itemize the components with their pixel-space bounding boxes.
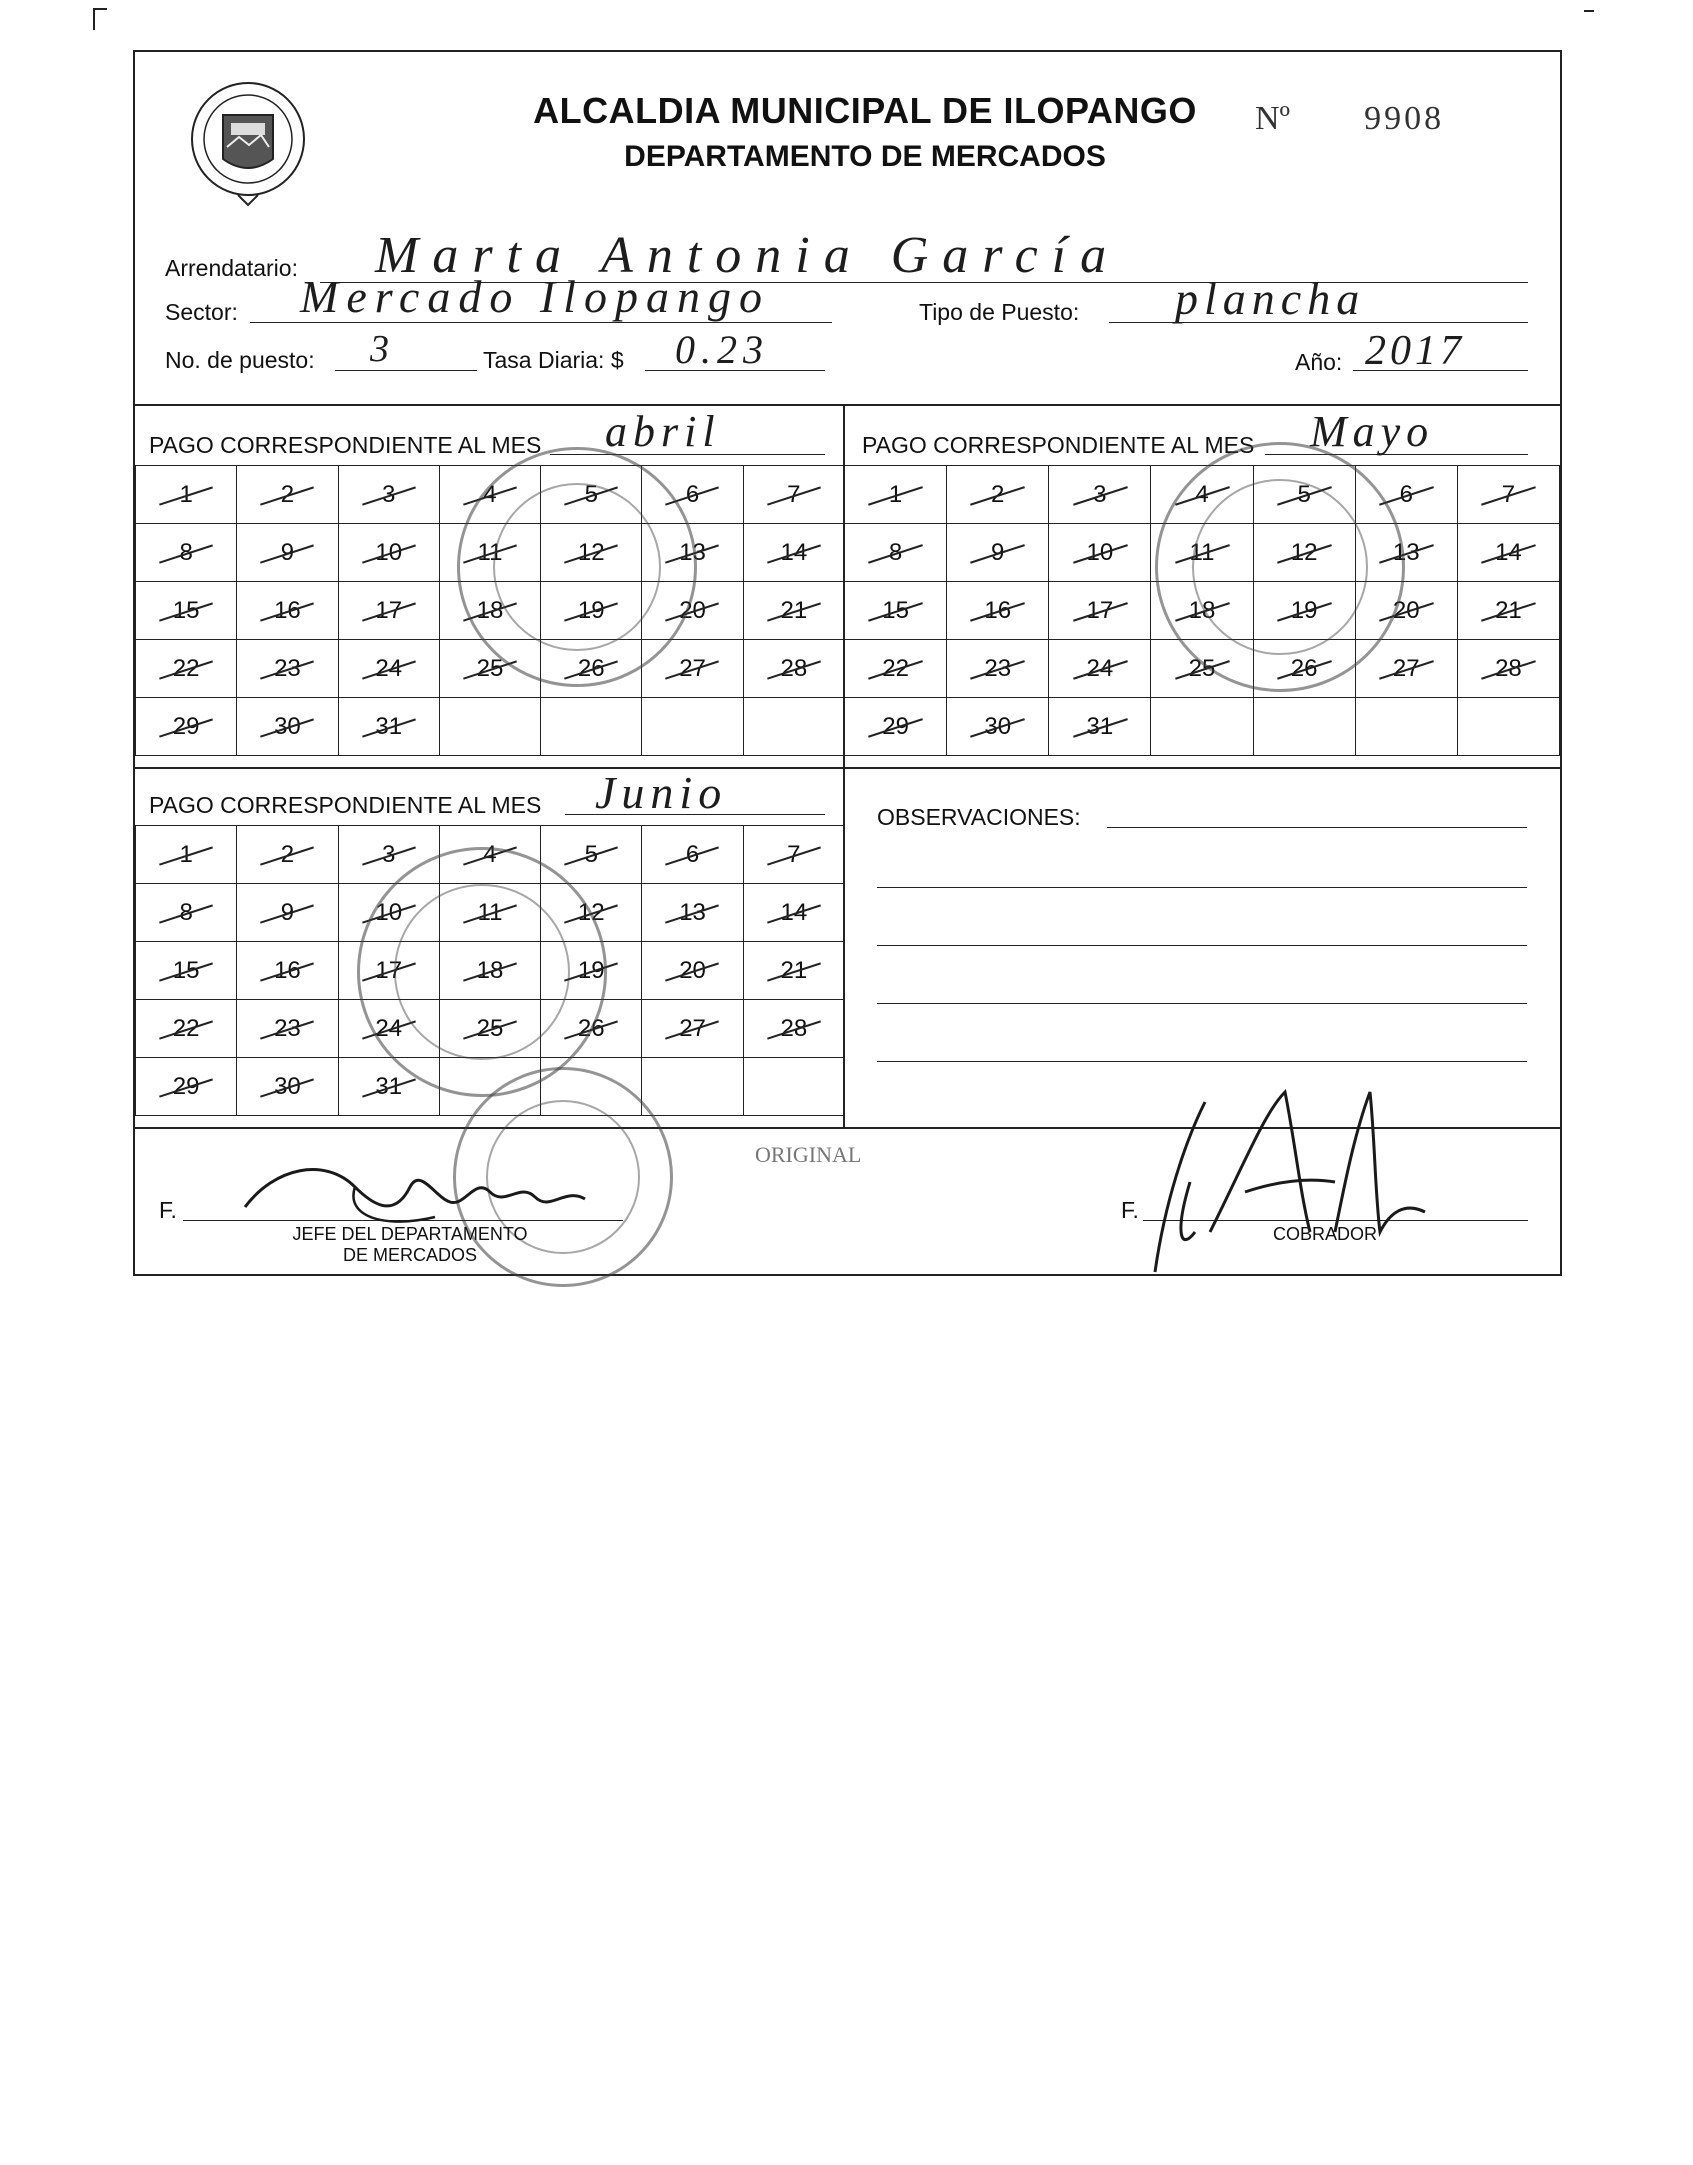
day-cell-14: 14 bbox=[743, 524, 844, 582]
month-1-name: abril bbox=[605, 407, 721, 456]
day-cell-23: 23 bbox=[237, 640, 338, 698]
cancelado-stamp-june bbox=[357, 847, 607, 1097]
empty-day-cell bbox=[1457, 698, 1559, 756]
day-cell-12: 12 bbox=[1253, 524, 1355, 582]
day-cell-9: 9 bbox=[237, 524, 338, 582]
month-2-label: PAGO CORRESPONDIENTE AL MES bbox=[862, 432, 1255, 458]
anio-label: Año: bbox=[1295, 349, 1343, 375]
arrendatario-label: Arrendatario: bbox=[165, 255, 298, 281]
day-cell-26: 26 bbox=[541, 1000, 642, 1058]
day-cell-6: 6 bbox=[1355, 466, 1457, 524]
sector-line bbox=[250, 322, 832, 323]
day-cell-12: 12 bbox=[541, 524, 642, 582]
day-cell-10: 10 bbox=[1049, 524, 1151, 582]
day-cell-3: 3 bbox=[338, 466, 439, 524]
tipo-puesto-value: plancha bbox=[1175, 273, 1366, 324]
day-cell-7: 7 bbox=[1457, 466, 1559, 524]
arrendatario-value: Marta Antonia García bbox=[375, 227, 1121, 284]
empty-day-cell bbox=[743, 1058, 844, 1116]
day-cell-30: 30 bbox=[237, 1058, 338, 1116]
header-separator bbox=[135, 404, 1560, 406]
original-copy-label: ORIGINAL bbox=[755, 1142, 862, 1167]
day-cell-31: 31 bbox=[338, 698, 439, 756]
day-cell-10: 10 bbox=[338, 884, 439, 942]
day-cell-29: 29 bbox=[136, 1058, 237, 1116]
day-cell-20: 20 bbox=[642, 942, 743, 1000]
day-row bbox=[845, 698, 1560, 756]
day-cell-16: 16 bbox=[947, 582, 1049, 640]
day-cell-20: 20 bbox=[642, 582, 743, 640]
day-cell-24: 24 bbox=[338, 640, 439, 698]
day-cell-27: 27 bbox=[642, 640, 743, 698]
day-cell-25: 25 bbox=[439, 640, 540, 698]
day-cell-5: 5 bbox=[1253, 466, 1355, 524]
observaciones-line-2 bbox=[877, 887, 1527, 888]
day-cell-25: 25 bbox=[1151, 640, 1253, 698]
tipo-puesto-label: Tipo de Puesto: bbox=[919, 299, 1080, 325]
day-cell-22: 22 bbox=[136, 1000, 237, 1058]
day-cell-19: 19 bbox=[1253, 582, 1355, 640]
day-cell-13: 13 bbox=[1355, 524, 1457, 582]
day-cell-7: 7 bbox=[743, 466, 844, 524]
month-1-label: PAGO CORRESPONDIENTE AL MES bbox=[149, 432, 542, 458]
empty-day-cell bbox=[1253, 698, 1355, 756]
day-cell-28: 28 bbox=[1457, 640, 1559, 698]
day-cell-8: 8 bbox=[845, 524, 947, 582]
observaciones-line-1 bbox=[1107, 827, 1527, 828]
day-cell-30: 30 bbox=[237, 698, 338, 756]
puesto-line bbox=[335, 370, 477, 371]
empty-day-cell bbox=[642, 698, 743, 756]
day-cell-27: 27 bbox=[642, 1000, 743, 1058]
day-cell-14: 14 bbox=[743, 884, 844, 942]
day-cell-29: 29 bbox=[136, 698, 237, 756]
month-3-name: Junio bbox=[595, 767, 728, 818]
number-value: 9908 bbox=[1364, 100, 1445, 137]
institution-title: ALCALDIA MUNICIPAL DE ILOPANGO bbox=[533, 90, 1197, 131]
day-cell-23: 23 bbox=[947, 640, 1049, 698]
empty-day-cell bbox=[642, 1058, 743, 1116]
day-cell-13: 13 bbox=[642, 884, 743, 942]
empty-day-cell bbox=[439, 698, 540, 756]
day-cell-11: 11 bbox=[1151, 524, 1253, 582]
day-cell-29: 29 bbox=[845, 698, 947, 756]
day-cell-15: 15 bbox=[845, 582, 947, 640]
day-cell-31: 31 bbox=[1049, 698, 1151, 756]
day-cell-17: 17 bbox=[338, 582, 439, 640]
day-cell-13: 13 bbox=[642, 524, 743, 582]
day-cell-6: 6 bbox=[642, 466, 743, 524]
months-separator bbox=[135, 767, 1560, 769]
receipt-number bbox=[1255, 100, 1444, 138]
scan-corner-mark-top-right bbox=[1584, 10, 1594, 12]
jefe-caption-line-1: JEFE DEL DEPARTAMENTO bbox=[292, 1224, 528, 1244]
day-cell-5: 5 bbox=[541, 466, 642, 524]
receipt-form bbox=[133, 50, 1562, 1276]
day-cell-12: 12 bbox=[541, 884, 642, 942]
day-cell-19: 19 bbox=[541, 942, 642, 1000]
day-cell-25: 25 bbox=[439, 1000, 540, 1058]
cancelado-stamp-may bbox=[1155, 442, 1405, 692]
day-cell-9: 9 bbox=[237, 884, 338, 942]
day-row bbox=[136, 698, 845, 756]
day-cell-1: 1 bbox=[136, 826, 237, 884]
day-cell-4: 4 bbox=[1151, 466, 1253, 524]
day-cell-11: 11 bbox=[439, 884, 540, 942]
municipal-seal-icon bbox=[183, 77, 313, 217]
day-cell-21: 21 bbox=[1457, 582, 1559, 640]
day-cell-22: 22 bbox=[845, 640, 947, 698]
day-cell-8: 8 bbox=[136, 524, 237, 582]
tasa-label: Tasa Diaria: $ bbox=[483, 347, 624, 373]
tasa-value: 0.23 bbox=[675, 327, 769, 372]
observaciones-label: OBSERVACIONES: bbox=[877, 804, 1081, 830]
day-cell-24: 24 bbox=[338, 1000, 439, 1058]
department-subtitle: DEPARTAMENTO DE MERCADOS bbox=[624, 140, 1106, 173]
day-cell-1: 1 bbox=[845, 466, 947, 524]
puesto-label: No. de puesto: bbox=[165, 347, 315, 373]
day-cell-4: 4 bbox=[439, 466, 540, 524]
day-cell-16: 16 bbox=[237, 582, 338, 640]
day-cell-9: 9 bbox=[947, 524, 1049, 582]
observaciones-line-4 bbox=[877, 1003, 1527, 1004]
day-cell-7: 7 bbox=[743, 826, 844, 884]
day-cell-1: 1 bbox=[136, 466, 237, 524]
observaciones-line-5 bbox=[877, 1061, 1527, 1062]
day-cell-18: 18 bbox=[1151, 582, 1253, 640]
day-cell-15: 15 bbox=[136, 582, 237, 640]
day-cell-17: 17 bbox=[338, 942, 439, 1000]
day-cell-2: 2 bbox=[947, 466, 1049, 524]
day-cell-30: 30 bbox=[947, 698, 1049, 756]
day-cell-18: 18 bbox=[439, 942, 540, 1000]
day-cell-17: 17 bbox=[1049, 582, 1151, 640]
empty-day-cell bbox=[1355, 698, 1457, 756]
day-cell-11: 11 bbox=[439, 524, 540, 582]
day-cell-21: 21 bbox=[743, 582, 844, 640]
day-cell-19: 19 bbox=[541, 582, 642, 640]
day-cell-21: 21 bbox=[743, 942, 844, 1000]
number-label: Nº bbox=[1255, 100, 1291, 137]
month-3-label: PAGO CORRESPONDIENTE AL MES bbox=[149, 792, 542, 818]
day-cell-26: 26 bbox=[1253, 640, 1355, 698]
anio-value: 2017 bbox=[1365, 328, 1465, 374]
day-cell-6: 6 bbox=[642, 826, 743, 884]
scan-corner-mark-top-left-h bbox=[93, 8, 107, 10]
puesto-value: 3 bbox=[370, 328, 389, 370]
day-cell-28: 28 bbox=[743, 1000, 844, 1058]
day-cell-10: 10 bbox=[338, 524, 439, 582]
empty-day-cell bbox=[541, 698, 642, 756]
cobrador-signature-caption: COBRADOR bbox=[1272, 1224, 1377, 1244]
cobrador-handwritten-signature bbox=[1135, 1082, 1435, 1282]
day-cell-2: 2 bbox=[237, 826, 338, 884]
day-cell-5: 5 bbox=[541, 826, 642, 884]
cancelado-stamp-april bbox=[457, 447, 697, 687]
month-2-name: Mayo bbox=[1310, 407, 1435, 456]
sector-label: Sector: bbox=[165, 299, 238, 325]
day-cell-14: 14 bbox=[1457, 524, 1559, 582]
day-cell-3: 3 bbox=[1049, 466, 1151, 524]
day-cell-18: 18 bbox=[439, 582, 540, 640]
day-cell-8: 8 bbox=[136, 884, 237, 942]
day-cell-23: 23 bbox=[237, 1000, 338, 1058]
observaciones-line-3 bbox=[877, 945, 1527, 946]
jefe-caption-line-2: DE MERCADOS bbox=[342, 1244, 477, 1265]
sector-value: Mercado Ilopango bbox=[300, 271, 770, 322]
day-cell-26: 26 bbox=[541, 640, 642, 698]
day-cell-2: 2 bbox=[237, 466, 338, 524]
empty-day-cell bbox=[1151, 698, 1253, 756]
day-cell-4: 4 bbox=[439, 826, 540, 884]
empty-day-cell bbox=[743, 698, 844, 756]
jefe-handwritten-signature bbox=[235, 1147, 595, 1237]
day-cell-27: 27 bbox=[1355, 640, 1457, 698]
day-cell-3: 3 bbox=[338, 826, 439, 884]
cobrador-signature-prefix: F. bbox=[1121, 1197, 1139, 1223]
day-cell-31: 31 bbox=[338, 1058, 439, 1116]
day-cell-15: 15 bbox=[136, 942, 237, 1000]
scan-corner-mark-top-left bbox=[93, 8, 95, 30]
day-cell-20: 20 bbox=[1355, 582, 1457, 640]
day-cell-16: 16 bbox=[237, 942, 338, 1000]
day-cell-28: 28 bbox=[743, 640, 844, 698]
jefe-signature-prefix: F. bbox=[159, 1197, 177, 1223]
day-cell-22: 22 bbox=[136, 640, 237, 698]
day-cell-24: 24 bbox=[1049, 640, 1151, 698]
